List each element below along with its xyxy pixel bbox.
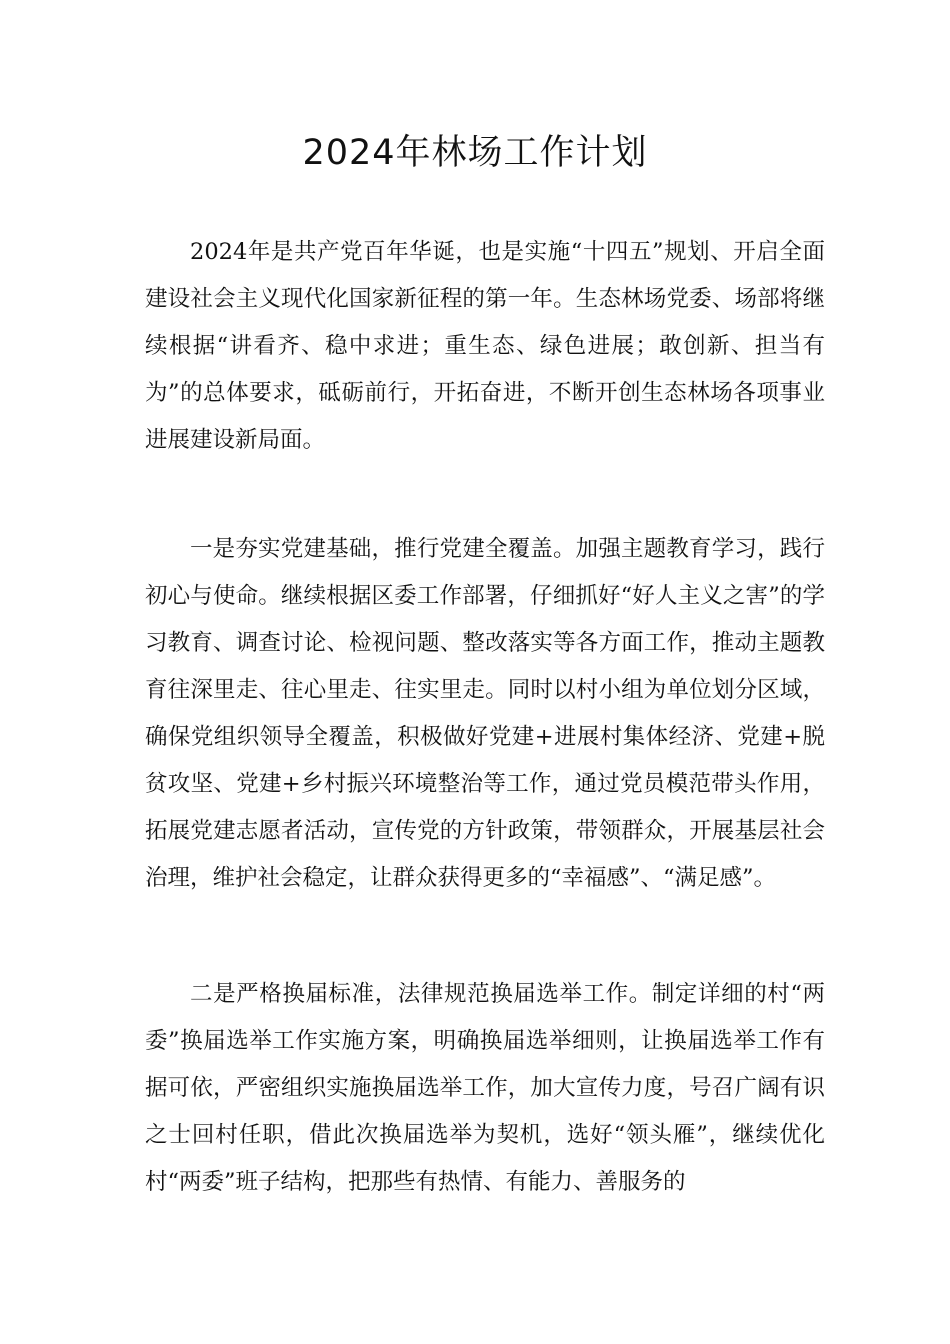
document-title: 2024年林场工作计划 xyxy=(302,133,648,173)
paragraph-election: 二是严格换届标准，法律规范换届选举工作。制定详细的村“两委”换届选举工作实施方案，明确换届选举细则，让换届选举工作有据可依，严密组织实施换届选举工作，加大宣传力度，号召广阔有识之士回村任职，借此次换届选举为契机，选好“领头雁”，继续优化村“两委”班子结构，把那些有热情、有能力、善服务的 xyxy=(145,981,825,1195)
paragraph-intro: 2024年是共产党百年华诞，也是实施“十四五”规划、开启全面建设社会主义现代化国家新征程的第一年。生态林场党委、场部将继续根据“讲看齐、稳中求进；重生态、绿色进展；敢创新、担当有为”的总体要求，砥砺前行，开拓奋进，不断开创生态林场各项事业进展建设新局面。 xyxy=(145,239,825,453)
paragraph-party-building: 一是夯实党建基础，推行党建全覆盖。加强主题教育学习，践行初心与使命。继续根据区委工作部署，仔细抓好“好人主义之害”的学习教育、调查讨论、检视问题、整改落实等各方面工作，推动主题教育往深里走、往心里走、往实里走。同时以村小组为单位划分区域，确保党组织领导全覆盖，积极做好党建+进展村集体经济、党建+脱贫攻坚、党建+乡村振兴环境整治等工作，通过党员模范带头作用，拓展党建志愿者活动，宣传党的方针政策，带领群众，开展基层社会治理，维护社会稳定，让群众获得更多的“幸福感”、“满足感”。 xyxy=(145,536,825,891)
